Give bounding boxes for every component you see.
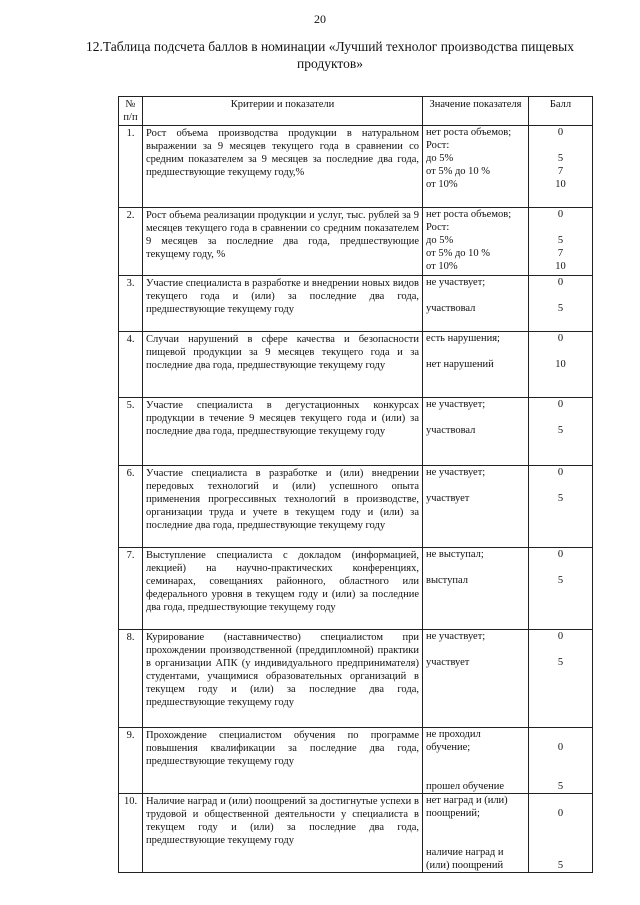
row-values xyxy=(423,398,529,466)
value-line: от 5% до 10 % xyxy=(426,166,491,177)
document-heading xyxy=(60,38,600,72)
value-line xyxy=(423,411,528,424)
row-number: 6. xyxy=(119,466,143,548)
header-score: Балл xyxy=(529,97,593,126)
value-line: от 5% до 10 % xyxy=(426,248,491,259)
score-line: 0 xyxy=(557,277,564,288)
table-row xyxy=(119,728,593,794)
value-line: обучение; xyxy=(426,742,471,753)
score-line: 0 xyxy=(557,209,564,220)
value-line: участвует xyxy=(426,657,470,668)
value-line xyxy=(423,479,528,492)
score-line: 5 xyxy=(557,860,564,871)
value-line xyxy=(423,833,528,846)
value-line: не выступал; xyxy=(426,549,484,560)
score-line xyxy=(529,846,592,859)
score-line: 10 xyxy=(555,261,566,272)
table-row xyxy=(119,276,593,332)
value-line: не участвует; xyxy=(426,277,486,288)
value-line: от 10% xyxy=(426,179,458,190)
score-line xyxy=(529,767,592,780)
value-line: нет наград и (или) xyxy=(426,795,508,806)
row-values xyxy=(423,466,529,548)
table-row xyxy=(119,630,593,728)
score-line xyxy=(529,754,592,767)
row-values xyxy=(423,208,529,276)
row-criteria: Курирование (наставничество) специалистом при прохождении производственной (преддипломной) практики в организации АПК (у индивидуального предпринимателя) студентами, учащимися образовательных организаций в текущем году и (или) за последние два года, предшествующие текущему году xyxy=(143,630,423,728)
value-line: участвовал xyxy=(426,425,476,436)
row-criteria: Прохождение специалистом обучения по программе повышения квалификации за последние два года, предшествующие текущему году xyxy=(143,728,423,794)
score-line xyxy=(529,794,592,807)
row-number: 4. xyxy=(119,332,143,398)
row-criteria: Участие специалиста в разработке и внедрении новых видов текущего года и (или) за последние два года, предшествующие текущему году xyxy=(143,276,423,332)
score-line: 7 xyxy=(557,166,564,177)
score-line xyxy=(529,728,592,741)
value-line: не участвует; xyxy=(426,399,486,410)
score-line xyxy=(529,289,592,302)
row-criteria: Участие специалиста в разработке и (или) внедрении передовых технологий и (или) успешного опыта применения прогрессивных технологий в производстве, организации труда и учете в текущем году и (или) за последние два года, предшествующие текущему году xyxy=(143,466,423,548)
row-values xyxy=(423,794,529,873)
value-line xyxy=(423,561,528,574)
row-values xyxy=(423,126,529,208)
row-criteria: Выступление специалиста с докладом (информацией, лекцией) на научно-практических конференциях, семинарах, совещаниях районного, областного или федерального уровня в текущем году и (или) за последние два года, предшествующие текущему году xyxy=(143,548,423,630)
row-scores xyxy=(529,794,593,873)
row-scores xyxy=(529,728,593,794)
value-line xyxy=(423,345,528,358)
value-line: наличие наград и xyxy=(426,847,504,858)
row-scores xyxy=(529,630,593,728)
row-criteria: Рост объема реализации продукции и услуг, тыс. рублей за 9 месяцев текущего года в сравнении со средним показателем 9 месяцев за последние два года, предшествующие текущему году, % xyxy=(143,208,423,276)
row-criteria: Случаи нарушений в сфере качества и безопасности пищевой продукции за 9 месяцев текущего года и за последние два года, предшествующие текущему году xyxy=(143,332,423,398)
header-value: Значение показателя xyxy=(423,97,529,126)
header-criteria: Критерии и показатели xyxy=(143,97,423,126)
row-criteria: Рост объема производства продукции в натуральном выражении за 9 месяцев текущего года в сравнении со средним показателем за 9 месяцев за последние два года, предшествующие текущему году,% xyxy=(143,126,423,208)
row-number: 7. xyxy=(119,548,143,630)
score-line: 5 xyxy=(557,153,564,164)
value-line: Рост: xyxy=(426,140,450,151)
score-line: 5 xyxy=(557,781,564,792)
value-line: нет роста объемов; xyxy=(426,127,512,138)
value-line: участвует xyxy=(426,493,470,504)
value-line: до 5% xyxy=(426,235,454,246)
value-line: есть нарушения; xyxy=(426,333,500,344)
table-row xyxy=(119,398,593,466)
table-row xyxy=(119,794,593,873)
table-row xyxy=(119,466,593,548)
row-number: 1. xyxy=(119,126,143,208)
row-number: 9. xyxy=(119,728,143,794)
value-line: нет нарушений xyxy=(426,359,494,370)
value-line: не участвует; xyxy=(426,631,486,642)
score-line xyxy=(529,411,592,424)
value-line: выступал xyxy=(426,575,468,586)
table-row xyxy=(119,126,593,208)
score-line: 10 xyxy=(555,359,566,370)
row-scores xyxy=(529,466,593,548)
row-scores xyxy=(529,276,593,332)
score-line: 0 xyxy=(557,127,564,138)
value-line: не участвует; xyxy=(426,467,486,478)
score-line: 5 xyxy=(557,235,564,246)
row-criteria: Наличие наград и (или) поощрений за достигнутые успехи в трудовой и общественной деятельности у специалиста в текущем году и (или) за последние два года, предшествующие текущему году xyxy=(143,794,423,873)
row-number: 2. xyxy=(119,208,143,276)
score-line: 0 xyxy=(557,549,564,560)
value-line xyxy=(423,643,528,656)
score-line: 5 xyxy=(557,657,564,668)
score-line: 0 xyxy=(557,467,564,478)
table-body xyxy=(119,126,593,873)
value-line: от 10% xyxy=(426,261,458,272)
value-line xyxy=(423,767,528,780)
value-line: (или) поощрений xyxy=(426,860,504,871)
score-line: 10 xyxy=(555,179,566,190)
score-line: 5 xyxy=(557,425,564,436)
score-line: 5 xyxy=(557,575,564,586)
score-line: 5 xyxy=(557,493,564,504)
row-values xyxy=(423,630,529,728)
value-line: до 5% xyxy=(426,153,454,164)
score-line xyxy=(529,643,592,656)
score-line xyxy=(529,479,592,492)
row-number: 8. xyxy=(119,630,143,728)
row-number: 10. xyxy=(119,794,143,873)
score-line xyxy=(529,833,592,846)
score-line: 0 xyxy=(557,742,564,753)
table-header-row xyxy=(119,97,593,126)
table-row xyxy=(119,332,593,398)
score-line: 0 xyxy=(557,808,564,819)
heading-line-1: 12.Таблица подсчета баллов в номинации «Лучший технолог производства пищевых xyxy=(86,39,574,54)
score-line xyxy=(529,820,592,833)
row-values xyxy=(423,548,529,630)
row-scores xyxy=(529,398,593,466)
scoring-table xyxy=(118,96,593,873)
row-values xyxy=(423,332,529,398)
value-line: поощрений; xyxy=(426,808,480,819)
row-number: 5. xyxy=(119,398,143,466)
score-line xyxy=(529,345,592,358)
page-number: 20 xyxy=(314,12,326,26)
heading-line-2: продуктов» xyxy=(297,56,363,71)
value-line: Рост: xyxy=(426,222,450,233)
score-line: 0 xyxy=(557,333,564,344)
row-criteria: Участие специалиста в дегустационных конкурсах продукции в течение 9 месяцев текущего года и (или) за последние два года, предшествующие текущему году xyxy=(143,398,423,466)
score-line: 5 xyxy=(557,303,564,314)
row-scores xyxy=(529,126,593,208)
value-line: нет роста объемов; xyxy=(426,209,512,220)
row-scores xyxy=(529,332,593,398)
value-line: прошел обучение xyxy=(426,781,505,792)
score-line: 0 xyxy=(557,631,564,642)
row-number: 3. xyxy=(119,276,143,332)
score-line: 7 xyxy=(557,248,564,259)
score-line xyxy=(529,221,592,234)
value-line xyxy=(423,754,528,767)
score-line xyxy=(529,139,592,152)
header-number: № п/п xyxy=(119,97,143,126)
value-line: участвовал xyxy=(426,303,476,314)
table-row xyxy=(119,548,593,630)
value-line: не проходил xyxy=(426,729,481,740)
score-line: 0 xyxy=(557,399,564,410)
value-line xyxy=(423,820,528,833)
row-scores xyxy=(529,548,593,630)
value-line xyxy=(423,289,528,302)
row-values xyxy=(423,728,529,794)
score-line xyxy=(529,561,592,574)
row-values xyxy=(423,276,529,332)
row-scores xyxy=(529,208,593,276)
table-row xyxy=(119,208,593,276)
